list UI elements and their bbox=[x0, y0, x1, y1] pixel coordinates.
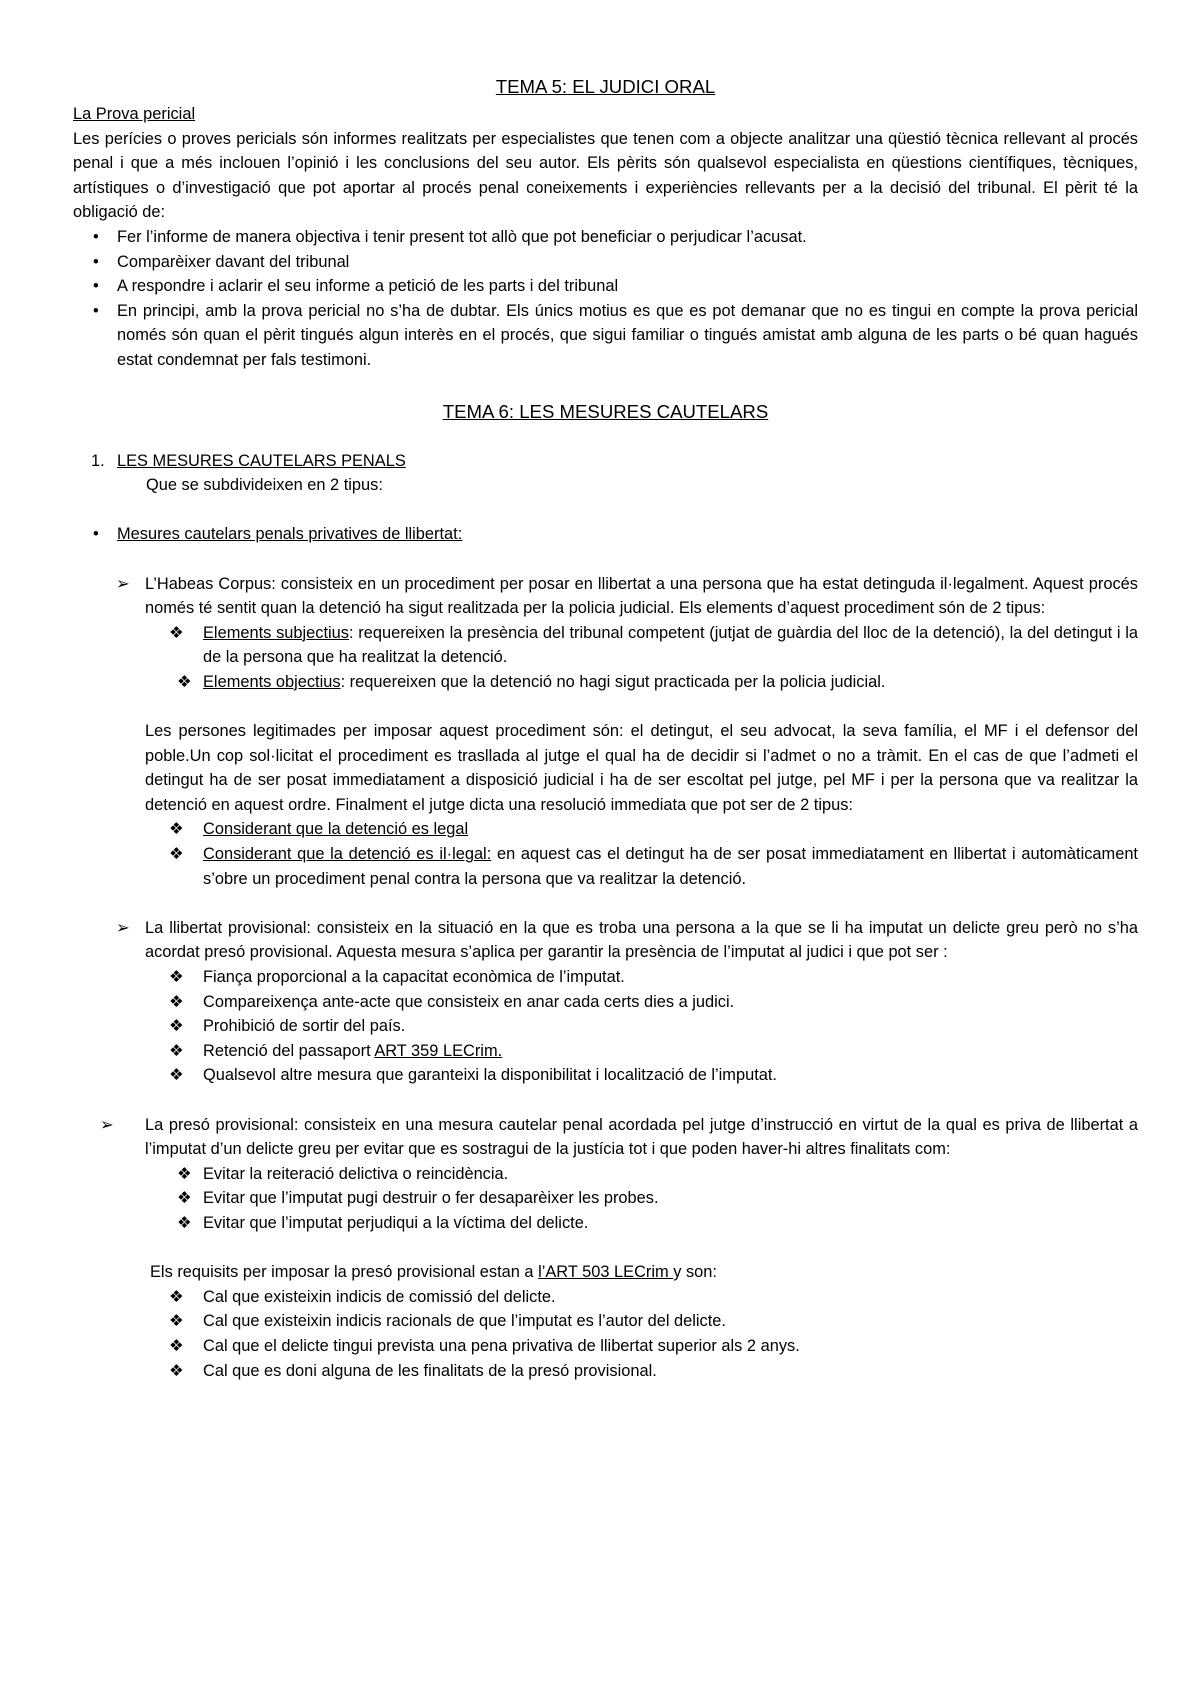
diamond-bullet-icon: ❖ bbox=[169, 1066, 184, 1085]
diamond-bullet-icon: ❖ bbox=[169, 820, 184, 839]
diamond-bullet-icon: ❖ bbox=[169, 623, 184, 642]
list-item: ❖ Evitar que l’imputat perjudiqui a la víctima del delicte. bbox=[73, 1211, 1138, 1236]
diamond-bullet-icon: ❖ bbox=[177, 1189, 192, 1208]
llibertat-provisional-item: ➢ La llibertat provisional: consisteix en la situació en la que es troba una persona a la que se li ha imputat un delicte greu però no s’ha acordat presó provisional. Aquesta mesura s’aplica per garantir la presència de l’imputat al judici i que pot ser : bbox=[73, 916, 1138, 965]
arrow-bullet-icon: ➢ bbox=[116, 918, 130, 937]
resolution-illegal-item: ❖ Considerant que la detenció es il·legal: en aquest cas el detingut ha de ser posat immediatament en llibertat i automàticament s’obre un procediment penal contra la persona que va realitzar la detenció. bbox=[73, 842, 1138, 891]
diamond-bullet-icon: ❖ bbox=[169, 1287, 184, 1306]
diamond-bullet-icon: ❖ bbox=[169, 1336, 184, 1355]
bullet-icon: • bbox=[93, 525, 99, 544]
section-heading-mesures-penals bbox=[73, 449, 1138, 474]
perit-obligations-list bbox=[73, 225, 1138, 373]
list-item: ❖ Qualsevol altre mesura que garanteixi la disponibilitat i localització de l’imputat. bbox=[73, 1063, 1138, 1088]
list-item: • A respondre i aclarir el seu informe a petició de les parts i del tribunal bbox=[73, 274, 1138, 299]
diamond-bullet-icon: ❖ bbox=[169, 845, 184, 864]
diamond-bullet-icon: ❖ bbox=[177, 1213, 192, 1232]
list-item: ❖ Cal que existeixin indicis de comissió del delicte. bbox=[73, 1285, 1138, 1310]
list-item: ❖ Cal que es doni alguna de les finalitats de la presó provisional. bbox=[73, 1359, 1138, 1384]
list-item: • En principi, amb la prova pericial no s’ha de dubtar. Els únics motius es que es pot demanar que no es tingui en compte la prova pericial només són quan el pèrit tingués algun interès en el procés, que sigui familiar o tingués amistat amb alguna de les parts o bé quan hagués estat condemnat per fals testimoni. bbox=[73, 299, 1138, 373]
prova-pericial-heading: La Prova pericial bbox=[73, 105, 196, 123]
requisits-intro: Els requisits per imposar la presó provisional estan a l’ART 503 LECrim y son: bbox=[150, 1263, 717, 1282]
diamond-bullet-icon: ❖ bbox=[169, 1361, 184, 1380]
tema6-title: TEMA 6: LES MESURES CAUTELARS bbox=[442, 400, 769, 422]
prova-pericial-intro: Les perícies o proves pericials són informes realitzats per especialistes que tenen com a objecte analitzar una qüestió tècnica rellevant al procés penal i que a més inclouen l’opinió i les conclusions del seu autor. Els pèrits són qualsevol especialista en qüestions científiques, tècniques, artístiques o d’investigació que pot aportar al procés penal coneixements i experiències rellevants per a la decisió del tribunal. El pèrit té la obligació de: bbox=[73, 129, 1138, 222]
preso-provisional-item: ➢ La presó provisional: consisteix en una mesura cautelar penal acordada pel jutge d’instrucció en virtut de la qual es priva de llibertat a l’imputat d’un delicte greu per evitar que es sostragui de la justícia tot i que poden haver-hi altres finalitats com: bbox=[73, 1113, 1138, 1162]
diamond-bullet-icon: ❖ bbox=[169, 992, 184, 1011]
list-item: ❖ Cal que el delicte tingui prevista una pena privativa de llibertat superior als 2 anys. bbox=[73, 1334, 1138, 1359]
diamond-bullet-icon: ❖ bbox=[169, 1312, 184, 1331]
list-item: ❖ Evitar que l’imputat pugi destruir o fer desaparèixer les probes. bbox=[73, 1186, 1138, 1211]
tema5-title: TEMA 5: EL JUDICI ORAL bbox=[495, 76, 716, 97]
list-item: ❖ Evitar la reiteració delictiva o reincidència. bbox=[73, 1162, 1138, 1187]
legitimades-paragraph: Les persones legitimades per imposar aquest procediment són: el detingut, el seu advocat, la seva família, el MF i el defensor del poble.Un cop sol·licitat el procediment es traslladа al jutge el qual ha de decidir si l’admet o no a tràmit. En el cas de que l’admeti el detingut ha de ser posat immediatament a disposició judicial i ha de ser escoltat pel jutge, pel MF i per la persona que va realitzar la detenció en aquest ordre. Finalment el jutge dicta una resolució immediata que pot ser de 2 tipus: bbox=[145, 722, 1138, 814]
list-item: ❖ Compareixença ante-acte que consisteix en anar cada certs dies a judici. bbox=[73, 990, 1138, 1015]
list-item: ❖ Prohibició de sortir del país. bbox=[73, 1014, 1138, 1039]
resolution-legal-item: ❖ Considerant que la detenció es legal bbox=[73, 817, 1138, 842]
diamond-bullet-icon: ❖ bbox=[177, 672, 192, 691]
art-503-link: l’ART 503 LECrim bbox=[538, 1263, 674, 1282]
section-title: LES MESURES CAUTELARS PENALS bbox=[117, 451, 406, 470]
subdivide-text: Que se subdivideixen en 2 tipus: bbox=[146, 476, 383, 495]
diamond-bullet-icon: ❖ bbox=[169, 1017, 184, 1036]
element-objectius-item: ❖ Elements objectius: requereixen que la detenció no hagi sigut practicada per la policia judicial. bbox=[73, 670, 1138, 695]
art-359-link: ART 359 LECrim. bbox=[374, 1041, 503, 1060]
bullet-icon: • bbox=[93, 301, 99, 320]
section-number: 1. bbox=[91, 451, 105, 470]
bullet-icon: • bbox=[93, 227, 99, 246]
list-item: • Comparèixer davant del tribunal bbox=[73, 250, 1138, 275]
diamond-bullet-icon: ❖ bbox=[169, 968, 184, 986]
bullet-icon: • bbox=[93, 252, 99, 271]
arrow-bullet-icon: ➢ bbox=[100, 1115, 114, 1134]
bullet-icon: • bbox=[93, 277, 99, 296]
diamond-bullet-icon: ❖ bbox=[177, 1164, 192, 1183]
habeas-corpus-item: ➢ L’Habeas Corpus: consisteix en un procediment per posar en llibertat a una persona que ha estat detinguda il·legalment. Aquest procés només té sentit quan la detenció ha sigut realitzada per la policia judicial. Els elements d’aquest procediment són de 2 tipus: bbox=[73, 572, 1138, 621]
list-item: ❖ Retenció del passaport ART 359 LECrim. bbox=[73, 1039, 1138, 1064]
arrow-bullet-icon: ➢ bbox=[116, 574, 130, 593]
privatives-heading: • Mesures cautelars penals privatives de llibertat: bbox=[73, 522, 1138, 547]
diamond-bullet-icon: ❖ bbox=[169, 1041, 184, 1060]
element-subjectius-item: ❖ Elements subjectius: requereixen la presència del tribunal competent (jutjat de guàrdia del lloc de la detenció), la del detingut i la de la persona que ha realitzat la detenció. bbox=[73, 621, 1138, 670]
list-item: • Fer l’informe de manera objectiva i tenir present tot allò que pot beneficiar o perjudicar l’acusat. bbox=[73, 225, 1138, 250]
list-item: ❖ Fiança proporcional a la capacitat econòmica de l’imputat. bbox=[73, 965, 1138, 990]
list-item: ❖ Cal que existeixin indicis racionals de que l’imputat es l’autor del delicte. bbox=[73, 1309, 1138, 1334]
